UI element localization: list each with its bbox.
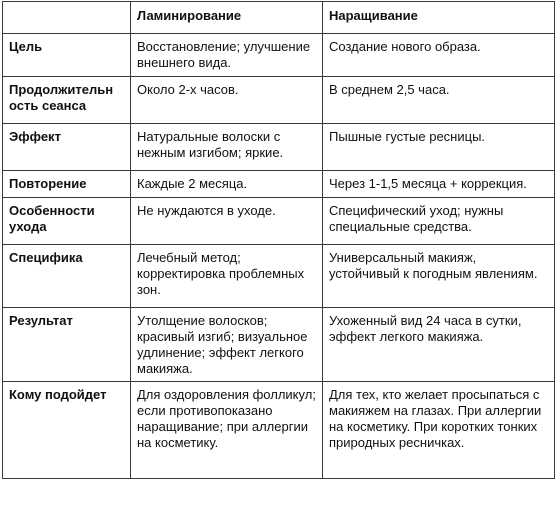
row-label: Особенности ухода xyxy=(3,198,131,245)
table-row xyxy=(3,171,555,198)
table-row xyxy=(3,198,555,245)
extension-cell: Пышные густые ресницы. xyxy=(323,124,555,171)
lamination-cell: Натуральные волоски с нежным изгибом; яркие. xyxy=(131,124,323,171)
comparison-table-container xyxy=(2,1,558,519)
table-header-row xyxy=(3,2,555,34)
row-label: Цель xyxy=(3,34,131,77)
row-label: Эффект xyxy=(3,124,131,171)
header-extension: Наращивание xyxy=(323,2,555,34)
lamination-cell: Для оздоровления фолликул; если противопоказано наращивание; при аллергии на косметику. xyxy=(131,382,323,479)
row-label: Повторение xyxy=(3,171,131,198)
extension-cell: Создание нового образа. xyxy=(323,34,555,77)
lamination-cell: Восстановление; улучшение внешнего вида. xyxy=(131,34,323,77)
comparison-table xyxy=(2,1,555,479)
table-row xyxy=(3,124,555,171)
table-row xyxy=(3,245,555,308)
header-empty-cell xyxy=(3,2,131,34)
lamination-cell: Каждые 2 месяца. xyxy=(131,171,323,198)
row-label: Результат xyxy=(3,308,131,382)
lamination-cell: Около 2-х часов. xyxy=(131,77,323,124)
header-lamination: Ламинирование xyxy=(131,2,323,34)
extension-cell: Специфический уход; нужны специальные средства. xyxy=(323,198,555,245)
lamination-cell: Утолщение волосков; красивый изгиб; визуальное удлинение; эффект легкого макияжа. xyxy=(131,308,323,382)
extension-cell: В среднем 2,5 часа. xyxy=(323,77,555,124)
extension-cell: Через 1-1,5 месяца + коррекция. xyxy=(323,171,555,198)
table-row xyxy=(3,77,555,124)
table-row xyxy=(3,308,555,382)
row-label: Кому подойдет xyxy=(3,382,131,479)
row-label: Продолжительн ость сеанса xyxy=(3,77,131,124)
table-row xyxy=(3,382,555,479)
extension-cell: Ухоженный вид 24 часа в сутки, эффект легкого макияжа. xyxy=(323,308,555,382)
lamination-cell: Не нуждаются в уходе. xyxy=(131,198,323,245)
table-row xyxy=(3,34,555,77)
extension-cell: Универсальный макияж, устойчивый к погодным явлениям. xyxy=(323,245,555,308)
extension-cell: Для тех, кто желает просыпаться с макияжем на глазах. При аллергии на косметику. При коротких тонких природных ресничках. xyxy=(323,382,555,479)
row-label: Специфика xyxy=(3,245,131,308)
lamination-cell: Лечебный метод; корректировка проблемных зон. xyxy=(131,245,323,308)
